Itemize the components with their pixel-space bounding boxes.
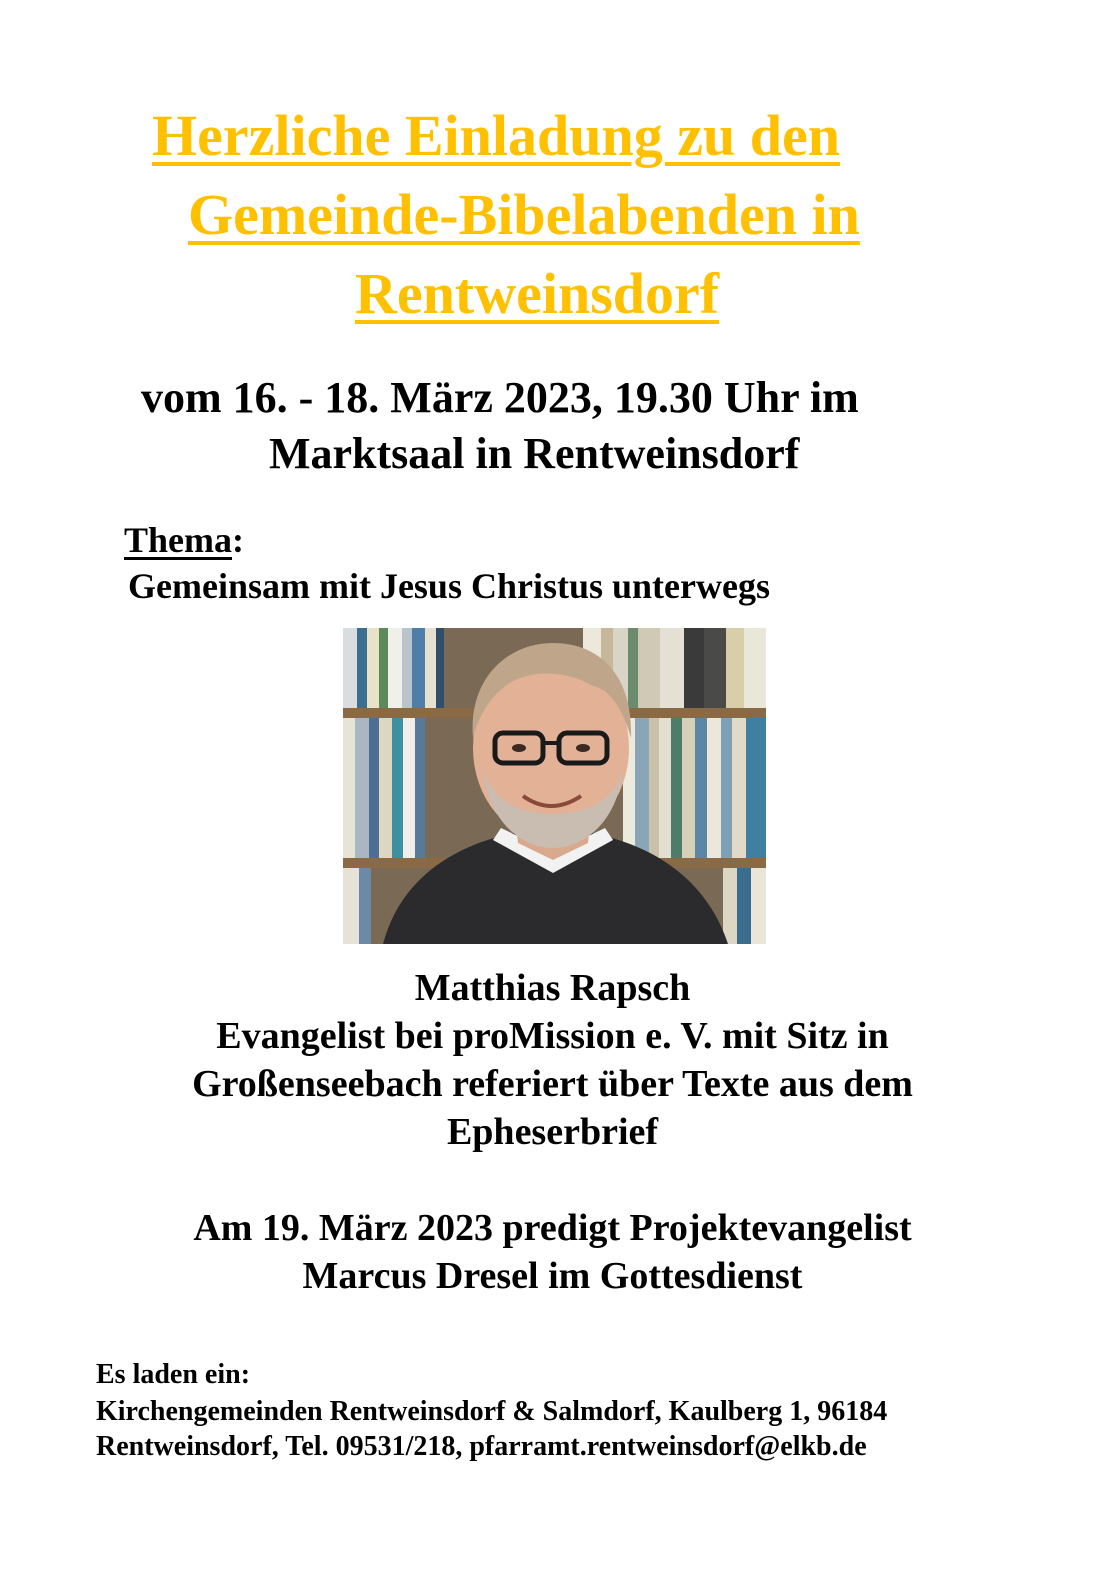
footer-contact-line: Rentweinsdorf, Tel. 09531/218, pfarramt.rentweinsdorf@elkb.de [96, 1431, 867, 1462]
footer-address-line: Kirchengemeinden Rentweinsdorf & Salmdorf, Kaulberg 1, 96184 [96, 1396, 888, 1427]
thema-heading [124, 519, 244, 561]
speaker-photo [343, 628, 766, 944]
title-line-2: Gemeinde-Bibelabenden in [188, 182, 860, 247]
speaker-description-line-1: Evangelist bei proMission e. V. mit Sitz in [216, 1015, 889, 1057]
thema-text: Gemeinsam mit Jesus Christus unterwegs [128, 566, 770, 606]
sermon-line-2: Marcus Dresel im Gottesdienst [302, 1255, 803, 1297]
speaker-name: Matthias Rapsch [414, 967, 691, 1009]
thema-colon: : [232, 520, 244, 560]
footer-heading: Es laden ein: [96, 1359, 251, 1390]
thema-label: Thema [124, 520, 232, 560]
speaker-description-line-3: Epheserbrief [446, 1111, 659, 1153]
title-line-1: Herzliche Einladung zu den [152, 103, 841, 168]
speaker-description-line-2: Großenseebach referiert über Texte aus dem [192, 1063, 913, 1105]
event-location-line: Marktsaal in Rentweinsdorf [269, 429, 800, 478]
sermon-line-1: Am 19. März 2023 predigt Projektevangelist [193, 1207, 912, 1249]
title-line-3: Rentweinsdorf [355, 261, 720, 326]
event-date-line: vom 16. - 18. März 2023, 19.30 Uhr im [141, 373, 859, 422]
